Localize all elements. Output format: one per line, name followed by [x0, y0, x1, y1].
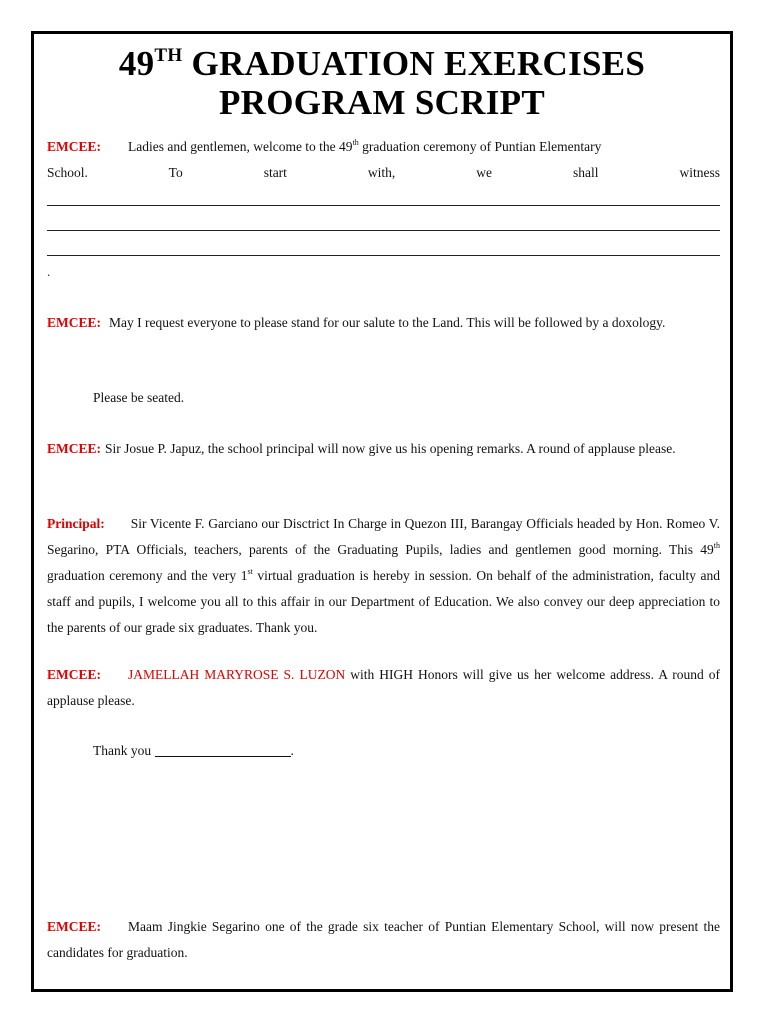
speaker-label-emcee: EMCEE:	[47, 441, 101, 456]
principal-superscript-th: th	[713, 541, 720, 550]
speaker-label-emcee: EMCEE:	[47, 919, 101, 934]
emcee-welcome-address-paragraph	[47, 662, 720, 714]
welcome-text-b: graduation ceremony of Puntian Elementary	[358, 139, 602, 154]
welcome-word: School.	[47, 165, 88, 180]
title-superscript: TH	[154, 45, 183, 66]
emcee-candidates-paragraph	[47, 914, 720, 966]
welcome-word: start	[263, 165, 287, 180]
blank-line	[47, 230, 720, 231]
principal-remarks-paragraph	[47, 511, 720, 641]
name-blank	[155, 744, 291, 757]
welcome-address-text: with HIGH Honors will give us her welcome address. A round of applause please.	[47, 667, 720, 708]
period-mark: .	[47, 264, 51, 279]
welcome-word: witness	[679, 165, 721, 180]
welcome-spread-line	[47, 160, 720, 186]
principal-text-b: graduation ceremony and the very 1	[47, 568, 248, 583]
emcee-welcome-paragraph	[47, 134, 720, 186]
principal-text-a: Sir Vicente F. Garciano our Disctrict In Charge in Quezon III, Barangay Officials headed by Hon. Romeo V. Segarino, PTA Officials, teachers, parents of the Graduating Pupils, ladies and gentlemen good morning. This 49	[47, 516, 720, 557]
title-line-1: GRADUATION EXERCISES	[182, 44, 646, 83]
document-subtitle	[31, 84, 733, 122]
welcome-word: with,	[367, 165, 396, 180]
speaker-label-principal: Principal:	[47, 516, 105, 531]
honor-student-name: JAMELLAH MARYROSE S. LUZON	[128, 667, 346, 682]
candidates-text: Maam Jingkie Segarino one of the grade six teacher of Puntian Elementary School, will now present the candidates for graduation.	[47, 919, 720, 960]
speaker-label-emcee: EMCEE:	[47, 315, 101, 330]
seated-text: Please be seated.	[93, 390, 185, 405]
speaker-label-emcee: EMCEE:	[47, 139, 101, 154]
principal-superscript-st: st	[247, 567, 253, 576]
title-number: 49	[118, 44, 155, 83]
welcome-word: To	[168, 165, 183, 180]
thank-you-period: .	[290, 743, 294, 758]
blank-line	[47, 255, 720, 256]
document-title	[31, 45, 733, 83]
principal-intro-text: Sir Josue P. Japuz, the school principal will now give us his opening remarks. A round of applause please.	[105, 441, 676, 456]
blank-line	[47, 205, 720, 206]
emcee-salute-paragraph	[47, 310, 720, 336]
welcome-word: we	[476, 165, 493, 180]
welcome-superscript: th	[352, 138, 359, 147]
speaker-label-emcee: EMCEE:	[47, 667, 101, 682]
thank-you-text: Thank you	[93, 743, 152, 758]
thank-you-line	[93, 738, 693, 764]
welcome-word: shall	[573, 165, 599, 180]
title-line-2: PROGRAM SCRIPT	[218, 83, 545, 122]
seated-instruction	[93, 385, 693, 411]
emcee-principal-intro	[47, 436, 720, 462]
welcome-text-a: Ladies and gentlemen, welcome to the 49	[128, 139, 353, 154]
salute-text: May I request everyone to please stand for our salute to the Land. This will be followed by a doxology.	[109, 315, 666, 330]
principal-text-c: virtual graduation is hereby in session. On behalf of the administration, faculty and staff and pupils, I welcome you all to this affair in our Department of Education. We also convey our deep appreciation to the parents of our grade six graduates. Thank you.	[47, 568, 720, 635]
